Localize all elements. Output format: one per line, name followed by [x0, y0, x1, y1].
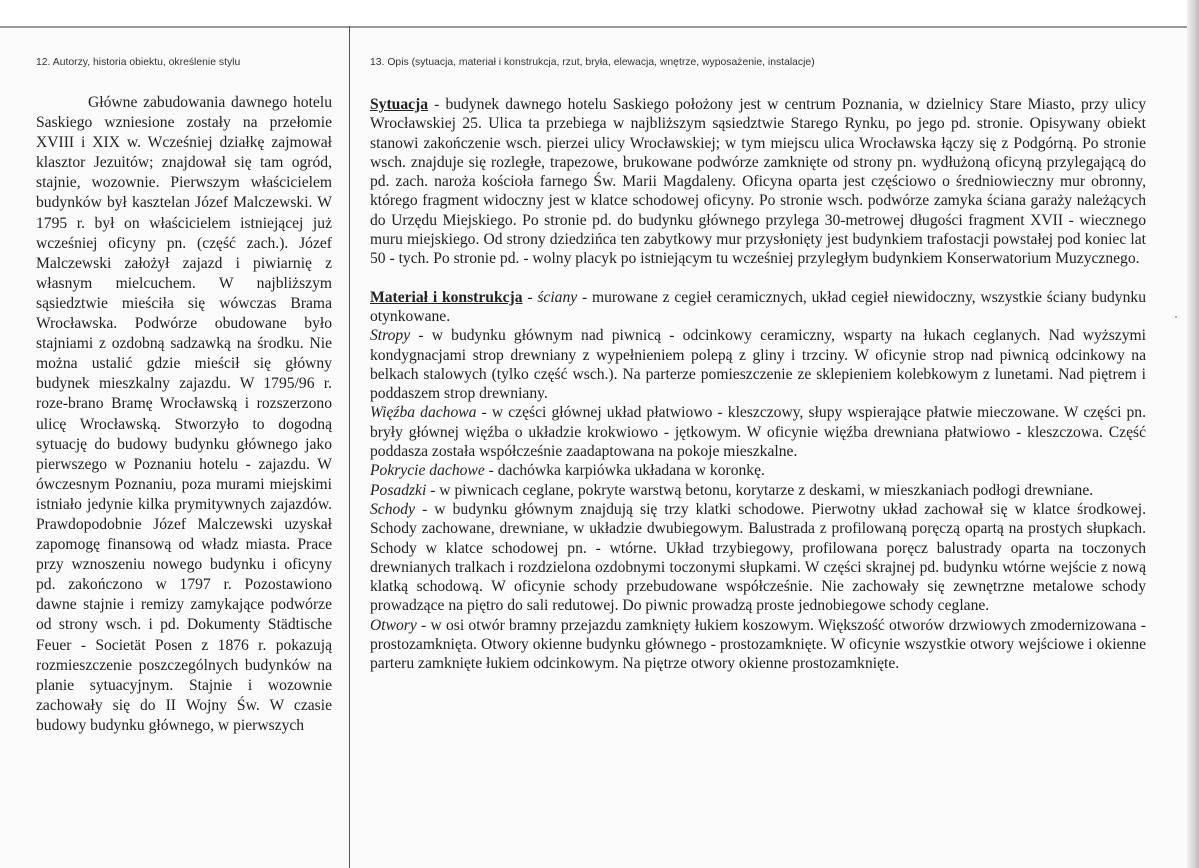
- floors-label: Posadzki: [370, 481, 427, 499]
- stairs-text: - w budynku głównym znajdują się trzy klatki schodowe. Pierwotny układ zachował się w klatce środkowej. Schody zachowane, drewniane, w układzie dwubiegowym. Balustrada z profilowaną poręczą opartą na prostych słupkach. Schody w klatce schodowej pn. - wtórne. Układ trzybiegowy, profilowana poręcz balustrady oparta na toczonych drewnianych tralkach i rozdzielona ozdobnymi toczonymi słupkami. W części skrajnej pd. budynku wtórne wejście z nową klatką schodową. W oficynie schody przebudowane współcześnie. Nie zachowały się zewnętrzne metalowe schody prowadzące na piętro do sali redutowej. Do piwnic prowadzą proste jednobiegowe schody ceglane.: [370, 500, 1146, 615]
- openings-label: Otwory: [370, 616, 417, 634]
- openings-paragraph: [370, 616, 1146, 674]
- roof-truss-label: Więźba dachowa: [370, 404, 477, 422]
- openings-text: - w osi otwór bramny przejazdu zamknięty łukiem koszowym. Większość otworów drzwiowych zmodernizowana - prostozamknięta. Otwory okienne budynku głównego - prostozamknięte. W oficynie wszystkie otwory wejściowe i okienne parteru zamknięte łukiem odcinkowym. Na piętrze otwory okienne prostozamknięte.: [370, 616, 1146, 673]
- floors-text: - w piwnicach ceglane, pokryte warstwą betonu, korytarze z deskami, w mieszkaniach podłogi drewniane.: [426, 481, 1094, 499]
- roofing-label: Pokrycie dachowe: [370, 462, 485, 480]
- situation-text: - budynek dawnego hotelu Saskiego położony jest w centrum Poznania, w dzielnicy Stare Miasto, przy ulicy Wrocławskiej 25. Ulica ta przebiega w najbliższym sąsiedztwie Starego Rynku, po jego pd. stronie. Opisywany obiekt stanowi zakończenie wsch. pierzei ulicy Wrocławskiej; w tym miejscu ulica Wrocławska łączy się z Podgórną. Po stronie wsch. znajduje się rozległe, trapezowe, brukowane podwórze zamknięte od strony pn. wydłużoną oficyną przylegającą do pd. zach. naroża kościoła farnego Św. Marii Magdaleny. Oficyna oparta jest częściowo o średniowieczny mur obronny, którego fragment widoczny jest w klatce schodowej oficyny. Po stronie wsch. podwórze zamyka ściana garaży należących do Urzędu Miejskiego. Po stronie pd. do budynku głównego przylega 30-metrowej długości fragment XVII - wiecznego muru miejskiego. Od strony dziedzińca ten zabytkowy mur przysłonięty jest budynkiem trafostacji powstałej pod koniec lat 50 - tych. Po stronie pd. - wolny placyk po istniejącym tu wcześniej przyległym budynkiem Konserwatorium Muzycznego.: [370, 96, 1146, 268]
- ceilings-label: Stropy: [370, 327, 411, 345]
- roof-truss-paragraph: [370, 403, 1146, 461]
- column-divider: [349, 26, 350, 868]
- material-dash: -: [522, 288, 538, 306]
- roofing-paragraph: [370, 461, 1146, 480]
- floors-paragraph: [370, 481, 1146, 500]
- history-text: Główne zabudowania dawnego hotelu Saskiego wzniesione zostały na przełomie XVIII i XIX w. Wcześniej działkę zajmował klasztor Jezuitów; znajdował się tam ogród, stajnie, wozownie. Pierwszym właścicielem budynków był kasztelan Józef Malczewski. W 1795 r. był on właścicielem istniejącej już wcześniej oficyny pn. (część zach.). Józef Malczewski założył zajazd i piwiarnię z własnym mielcuchem. W najbliższym sąsiedztwie mieściła się wówczas Brama Wrocławska. Podwórze obudowane było stajniami z ozdobną sadzawką na środku. Nie można ustalić gdzie mieścił się główny budynek mieszkalny zajazdu. W 1795/96 r. roze-brano Bramę Wrocławską i rozszerzono ulicę Wrocławską. Stworzyło to dogodną sytuację do budowy budynku głównego jako pierwszego w Poznaniu hotelu - zajazdu. W ówczesnym Poznaniu, poza murami miejskimi istniało jedynie kilka prymitywnych zajazdów. Prawdopodobnie Józef Malczewski uzyskał zapomogę finansową od władz miasta. Prace przy wznoszeniu nowego budynku i oficyny pd. zakończono w 1797 r. Pozostawiono dawne stajnie i remizy zamykające podwórze od strony wsch. i pd. Dokumenty Städtische Feuer - Societät Posen z 1876 r. pokazują rozmieszczenie poszczególnych budynków na planie sytuacyjnym. Stajnie i wozownie zachowały się do II Wojny Św. W czasie budowy budynku głównego, w pierwszych: [36, 94, 332, 734]
- stairs-paragraph: [370, 500, 1146, 616]
- material-paragraph: [370, 288, 1146, 327]
- description-column: [370, 95, 1146, 674]
- right-column-header: 13. Opis (sytuacja, materiał i konstrukcja, rzut, bryła, elewacja, wnętrze, wyposażenie, instalacje): [370, 57, 815, 68]
- scan-right-edge: [1187, 0, 1199, 868]
- roof-truss-text: - w części głównej układ płatwiowo - kleszczowy, słupy wspierające płatwie mieczowane. W części pn. bryły głównej więźba o układzie krokwiowo - jętkowym. W oficynie więźba drewniana płatwiowo - kleszczowa. Część poddasza została współcześnie zaadaptowana na pokoje mieszkalne.: [370, 404, 1146, 461]
- scan-speck: [1175, 316, 1177, 318]
- walls-text: - murowane z cegieł ceramicznych, układ cegieł niewidoczny, wszystkie ściany budynku otynkowane.: [370, 288, 1146, 325]
- situation-heading: Sytuacja: [370, 96, 429, 113]
- left-column-header: 12. Autorzy, historia obiektu, określenie stylu: [36, 57, 241, 68]
- walls-label: ściany: [537, 288, 578, 306]
- stairs-label: Schody: [370, 500, 416, 518]
- situation-paragraph: [370, 95, 1146, 269]
- ceilings-paragraph: [370, 326, 1146, 403]
- ceilings-text: - w budynku głównym nad piwnicą - odcinkowy ceramiczny, wsparty na łukach ceglanych. Nad wyższymi kondygnacjami strop drewniany z wypełnieniem polepą z gliny i trzciny. W oficynie strop nad piwnicą odcinkowy na belkach stalowych (tylko część wsch.). Na parterze pomieszczenie ze sklepieniem kolebkowym z lunetami. Nad piętrem i poddaszem strop drewniany.: [370, 327, 1146, 403]
- scan-top-edge: [0, 0, 1199, 28]
- material-heading: Materiał i konstrukcja: [370, 288, 523, 306]
- roofing-text: - dachówka karpiówka układana w koronkę.: [484, 462, 765, 480]
